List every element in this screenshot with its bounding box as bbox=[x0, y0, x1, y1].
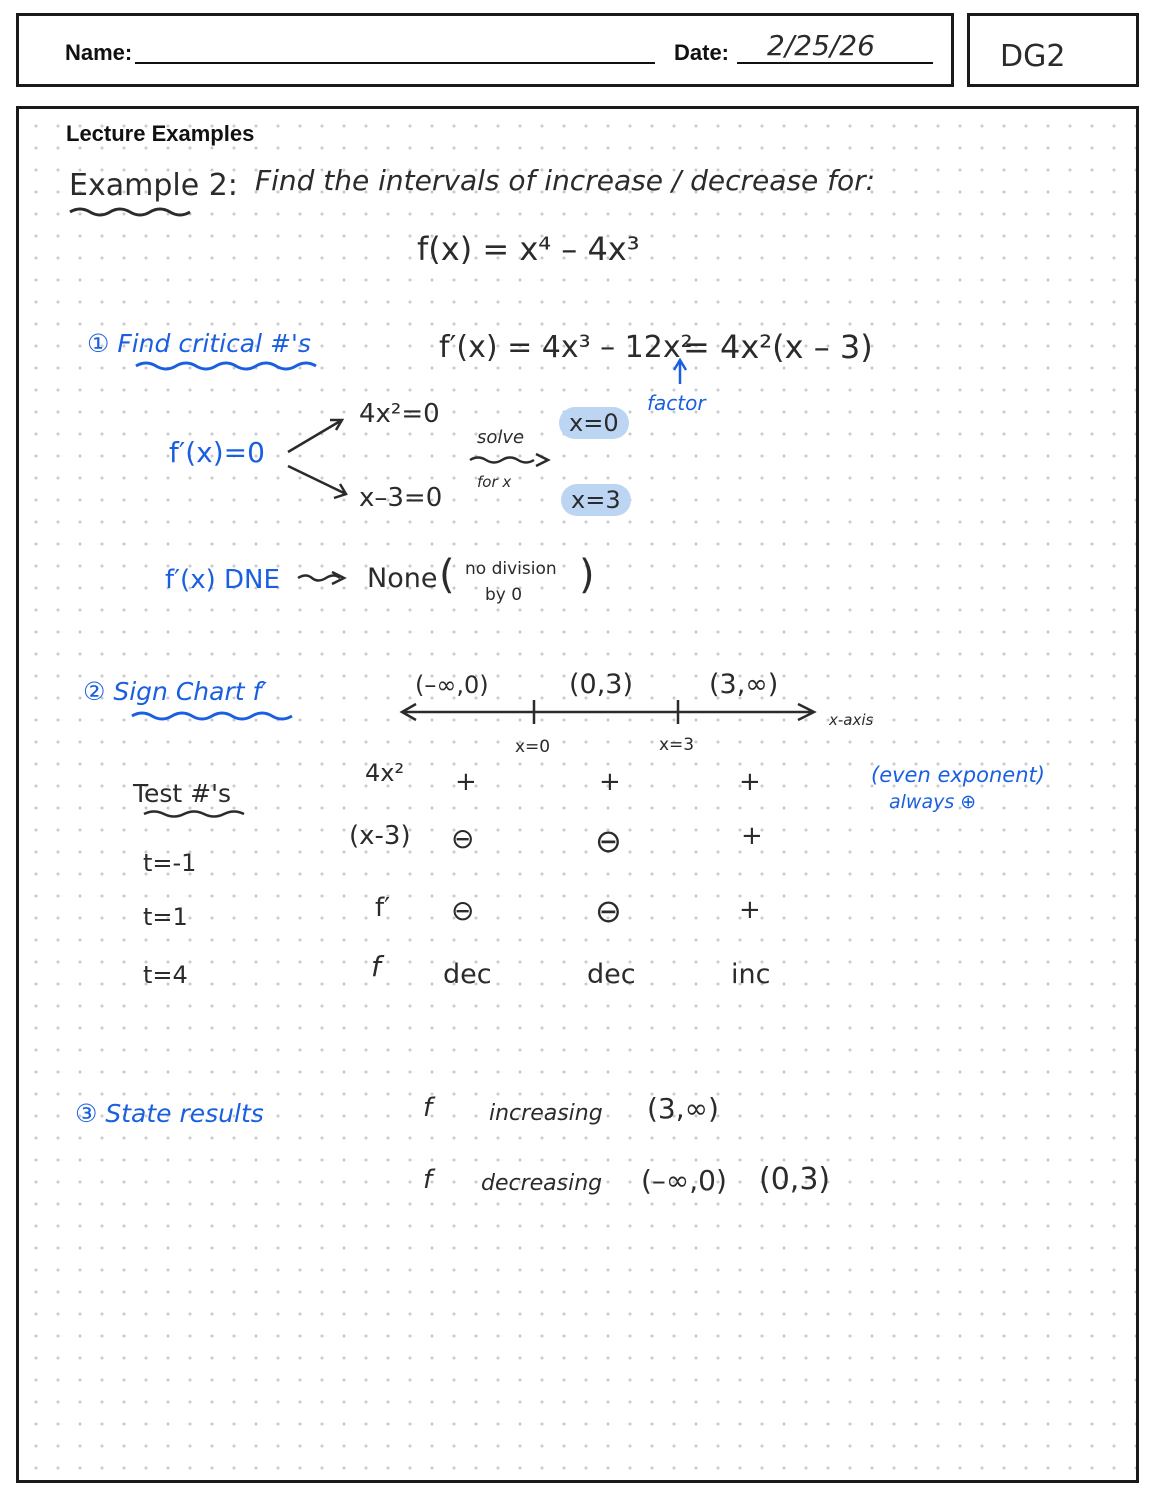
tick-label-x3: x=3 bbox=[659, 735, 695, 755]
row1-sign-2: + bbox=[599, 767, 621, 797]
dne-reason-2: by 0 bbox=[485, 585, 523, 605]
row4-result-2: dec bbox=[587, 959, 636, 990]
step2-underline-icon bbox=[132, 713, 292, 719]
row3-sign-2: ⊖ bbox=[595, 892, 622, 930]
row1-sign-3: + bbox=[739, 767, 761, 797]
section-title: Lecture Examples bbox=[66, 121, 255, 146]
even-exponent-note: (even exponent) bbox=[871, 763, 1045, 787]
interval-3-inf: (3,∞) bbox=[709, 669, 779, 700]
row-label-x-minus-3: (x-3) bbox=[349, 821, 411, 851]
row-label-f: f bbox=[371, 950, 381, 983]
row2-sign-3: + bbox=[741, 821, 763, 851]
solution-x-0: x=0 bbox=[559, 407, 629, 439]
result-dec-interval-1: (–∞,0) bbox=[641, 1164, 727, 1197]
branch-arrow-down-icon bbox=[288, 466, 346, 498]
dne-paren-open: ( bbox=[439, 552, 455, 598]
result-dec-interval-2: (0,3) bbox=[759, 1162, 831, 1197]
result-dec-f: f bbox=[423, 1165, 433, 1195]
test-underline-icon bbox=[144, 812, 244, 817]
date-value: 2/25/26 bbox=[767, 29, 875, 62]
fprime-equals-zero: f′(x)=0 bbox=[169, 436, 265, 469]
factored-derivative: = 4x²(x – 3) bbox=[683, 328, 873, 366]
interval-neg-inf-0: (–∞,0) bbox=[415, 671, 489, 699]
example-label: Example 2: bbox=[69, 168, 238, 203]
dne-arrow-icon bbox=[298, 572, 344, 584]
always-positive-note: always ⊕ bbox=[889, 791, 977, 813]
dne-result: None bbox=[367, 563, 438, 594]
row2-sign-1: ⊖ bbox=[451, 822, 475, 855]
factor-arrow-icon bbox=[674, 360, 686, 384]
dne-line: f′(x) DNE bbox=[165, 565, 280, 595]
row3-sign-3: + bbox=[739, 895, 761, 925]
factor-note: factor bbox=[647, 391, 706, 415]
row4-result-1: dec bbox=[443, 959, 492, 990]
example-underline-icon bbox=[70, 209, 190, 215]
result-inc-f: f bbox=[423, 1093, 433, 1123]
code-value: DG2 bbox=[1000, 39, 1066, 74]
name-label: Name: bbox=[65, 40, 133, 65]
test-value-1: t=-1 bbox=[143, 849, 197, 877]
test-value-2: t=1 bbox=[143, 903, 188, 931]
equation-x-minus-3: x–3=0 bbox=[359, 483, 443, 513]
step3-heading: ③ State results bbox=[75, 1099, 264, 1128]
tick-label-x0: x=0 bbox=[515, 737, 551, 757]
row-label-fprime: f′ bbox=[375, 893, 391, 923]
test-value-3: t=4 bbox=[143, 961, 188, 989]
interval-0-3: (0,3) bbox=[569, 669, 634, 700]
solution-x-3: x=3 bbox=[561, 484, 631, 516]
step2-heading: ② Sign Chart f′ bbox=[83, 677, 267, 706]
step1-underline-icon bbox=[136, 363, 316, 369]
result-inc-interval: (3,∞) bbox=[647, 1092, 719, 1125]
function-expression: f(x) = x⁴ – 4x³ bbox=[417, 230, 640, 268]
row3-sign-1: ⊖ bbox=[451, 894, 475, 927]
test-heading: Test #'s bbox=[133, 779, 232, 808]
dne-reason-1: no division bbox=[465, 559, 557, 579]
solve-arrow-icon bbox=[470, 454, 548, 466]
equation-4x2: 4x²=0 bbox=[359, 399, 440, 429]
row4-result-3: inc bbox=[731, 959, 771, 990]
number-line-icon bbox=[402, 704, 814, 720]
example-prompt: Find the intervals of increase / decrease for: bbox=[255, 164, 876, 197]
row-label-4x2: 4x² bbox=[365, 759, 405, 787]
branch-arrow-up-icon bbox=[288, 420, 342, 452]
result-inc-word: increasing bbox=[489, 1101, 603, 1126]
row1-sign-1: + bbox=[455, 767, 477, 797]
axis-label: x-axis bbox=[829, 711, 874, 729]
date-label: Date: bbox=[674, 40, 730, 65]
solve-note: solve bbox=[477, 427, 525, 448]
dne-paren-close: ) bbox=[579, 552, 595, 598]
solve-sub-note: for x bbox=[477, 473, 512, 491]
row2-sign-2: ⊖ bbox=[595, 822, 622, 860]
derivative: f′(x) = 4x³ – 12x² bbox=[439, 330, 693, 365]
result-dec-word: decreasing bbox=[481, 1171, 603, 1196]
step1-heading: ① Find critical #'s bbox=[87, 329, 311, 358]
